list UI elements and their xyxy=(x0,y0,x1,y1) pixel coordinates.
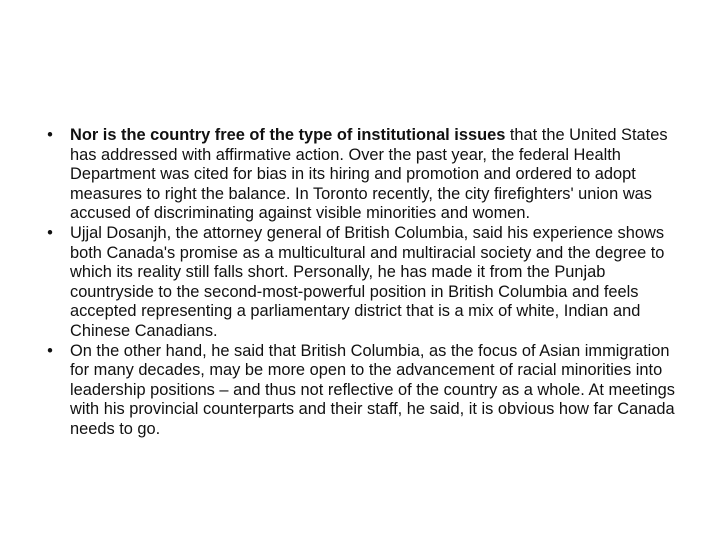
bullet-list xyxy=(44,126,684,440)
bullet-body: that the United States has addressed with affirmative action. Over the past year, the federal Health Department was cited for bias in its hiring and promotion and ordered to adopt measures to right the balance. In Toronto recently, the city firefighters' union was accused of discriminating against visible minorities and women. xyxy=(70,126,668,223)
bullet-icon: • xyxy=(47,126,53,144)
slide-body xyxy=(44,126,684,440)
bullet-text xyxy=(70,224,664,340)
bullet-text xyxy=(70,126,668,222)
bullet-body: On the other hand, he said that British Columbia, as the focus of Asian immigration for many decades, may be more open to the advancement of racial minorities into leadership positions – and thus not reflective of the country as a whole. At meetings with his provincial counterparts and their staff, he said, it is obvious how far Canada needs to go. xyxy=(70,341,675,438)
bullet-item-1 xyxy=(44,126,684,224)
bullet-bold-lead: Nor is the country free of the type of institutional issues xyxy=(70,126,506,144)
bullet-text xyxy=(70,342,675,438)
bullet-item-2 xyxy=(44,224,684,342)
bullet-icon: • xyxy=(47,341,53,360)
bullet-item-3 xyxy=(44,342,684,440)
bullet-body: Ujjal Dosanjh, the attorney general of British Columbia, said his experience shows both Canada's promise as a multicultural and multiracial society and the degree to which its reality still falls short. Personally, he has made it from the Punjab countryside to the second-most-powerful position in British Columbia and feels accepted representing a parliamentary district that is a mix of white, Indian and Chinese Canadians. xyxy=(70,223,665,340)
bullet-icon: • xyxy=(47,223,53,242)
